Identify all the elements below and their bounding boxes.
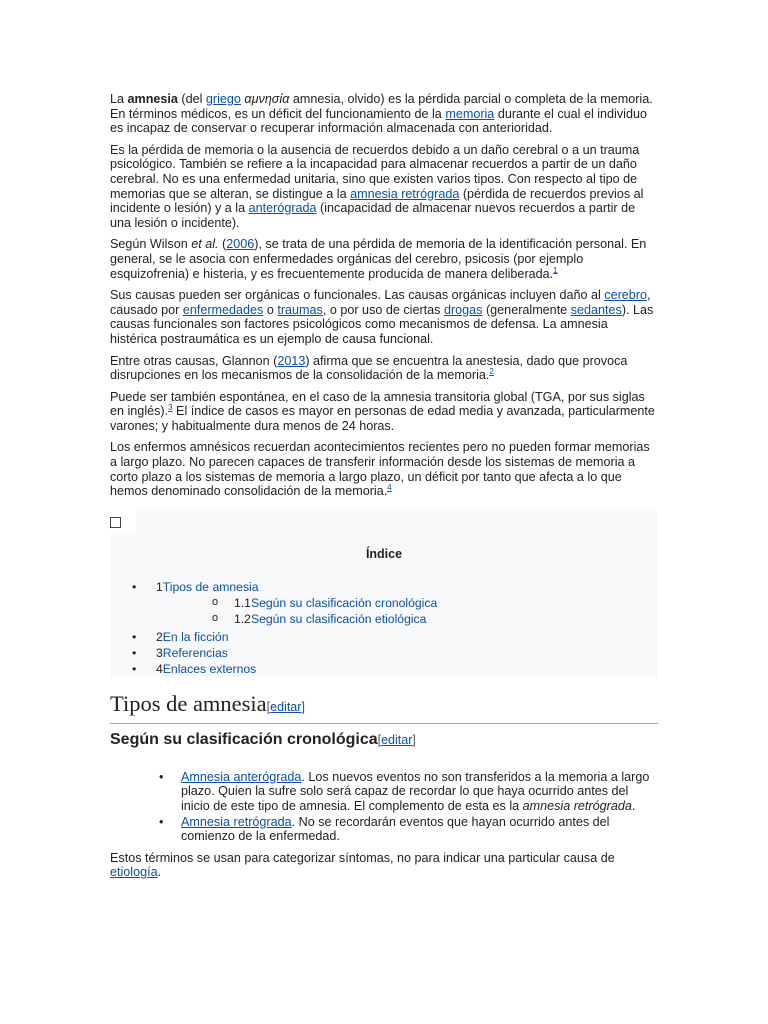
link-sedantes[interactable]: sedantes: [570, 302, 622, 317]
text: (del: [177, 92, 206, 106]
toc-toggle-checkbox[interactable]: [110, 517, 121, 528]
toc-number: 2: [156, 629, 163, 644]
link-amnesia-anterograda[interactable]: Amnesia anterógrada: [181, 769, 302, 784]
intro-paragraph-1: [110, 92, 658, 136]
toc-item[interactable]: [110, 629, 437, 645]
link-cerebro[interactable]: cerebro: [604, 288, 647, 303]
edit-subsection: [378, 733, 416, 747]
toc-number: 1.1: [234, 595, 251, 610]
text: . No se recordarán eventos que hayan ocurrido antes del comienzo de la enfermedad.: [181, 814, 610, 844]
text: , o por uso de ciertas: [322, 302, 444, 317]
text: Sus causas pueden ser orgánicas o funcionales. Las causas orgánicas incluyen daño al: [110, 288, 605, 303]
bracket: ]: [412, 732, 416, 747]
link-anterograda[interactable]: anterógrada: [248, 201, 317, 216]
toc-item[interactable]: [110, 579, 437, 595]
text: Estos términos se usan para categorizar síntomas, no para indicar una particular causa de: [110, 850, 615, 865]
text: , causado por: [110, 288, 651, 317]
text: .: [631, 799, 636, 814]
text: Entre otras causas, Glannon (: [110, 353, 278, 368]
bracket: [: [377, 732, 382, 747]
edit-section: [267, 700, 305, 714]
edit-link[interactable]: editar: [381, 732, 413, 747]
text: Es la pérdida de memoria o la ausencia de recuerdos debido a un daño cerebral o a un trauma psicológico. También se refiere a la incapacidad para almacenar recuerdos a partir de un daño cerebral. No es una enfermedad unitaria, sino que existen varios tipos. Con respecto al tipo de memorias que se alteran, se distingue a la: [110, 142, 640, 201]
edit-link[interactable]: editar: [270, 699, 302, 714]
text: ) afirma que se encuentra la anestesia, dado que provoca disrupciones en los mecanismos de la consolidación de la memoria.: [110, 353, 628, 383]
reference-4[interactable]: 4: [387, 483, 392, 493]
text: El índice de casos es mayor en personas de edad media y avanzada, particularmente varones; y habitualmente dura menos de 24 horas.: [110, 404, 655, 433]
link-2013[interactable]: 2013: [277, 353, 306, 368]
link-memoria[interactable]: memoria: [445, 106, 495, 121]
text: Los enfermos amnésicos recuerdan acontecimientos recientes pero no pueden formar memorias a largo plazo. No parecen capaces de transferir información desde los sistemas de memoria a corto plazo a los sistemas de memoria a largo plazo, un déficit por tanto que afecta a lo que hemos denominado consolidación de la memoria.: [110, 440, 650, 499]
section-heading-tipos: [110, 691, 658, 724]
bracket: ]: [301, 699, 305, 714]
list-item: [181, 815, 658, 844]
toc-link-tipos-de-amnesia[interactable]: Tipos de amnesia: [162, 579, 259, 594]
text: amnesia, olvido) es la pérdida parcial o completa de la memoria. En términos médicos, es un déficit del funcionamiento de la: [110, 92, 653, 121]
text: Según Wilson: [110, 237, 192, 252]
text: .: [157, 865, 162, 880]
list-item: [181, 770, 658, 814]
link-amnesia-retrograda[interactable]: amnesia retrógrada: [350, 186, 460, 201]
toc-item[interactable]: [110, 661, 437, 677]
toc-link-ficcion[interactable]: En la ficción: [162, 629, 229, 644]
text: (generalmente: [482, 302, 571, 317]
reference-1[interactable]: 1: [553, 265, 558, 275]
toc-link-cronologica[interactable]: Según su clasificación cronológica: [250, 595, 438, 610]
text: Puede ser también espontánea, en el caso de la amnesia transitoria global (TGA, por sus siglas en inglés).: [110, 389, 645, 419]
section-title: Tipos de amnesia: [110, 690, 267, 716]
greek-word: αμνησία: [240, 92, 290, 106]
intro-paragraph-3: [110, 237, 658, 281]
toc-number: 4: [156, 661, 163, 676]
intro-paragraph-6: [110, 390, 658, 434]
toc-item[interactable]: [110, 595, 437, 611]
text: La: [110, 92, 128, 106]
bracket: [: [266, 699, 271, 714]
link-amnesia-retrograda-2[interactable]: Amnesia retrógrada: [181, 814, 292, 829]
toc-title: Índice: [365, 546, 403, 561]
reference-3[interactable]: 3: [168, 403, 173, 413]
link-drogas[interactable]: drogas: [443, 302, 483, 317]
article-body: [110, 92, 658, 887]
toc-link-etiologica[interactable]: Según su clasificación etiológica: [250, 611, 427, 626]
amnesia-types-list: [110, 770, 658, 844]
term-amnesia: amnesia: [127, 92, 178, 106]
toc-number: 1: [156, 579, 163, 594]
text: o: [263, 302, 278, 317]
toc-number: 3: [156, 645, 163, 660]
text: (pérdida de recuerdos previos al incidente o lesión) y a la: [110, 186, 644, 216]
link-2006[interactable]: 2006: [226, 237, 255, 252]
intro-paragraph-7: [110, 440, 658, 498]
text: durante el cual el individuo es incapaz de conservar o recuperar información almacenada con anterioridad.: [110, 106, 647, 136]
toc-link-enlaces-externos[interactable]: Enlaces externos: [162, 661, 257, 676]
subsection-heading-cronologica: [110, 730, 658, 750]
toc-number: 1.2: [234, 611, 251, 626]
toc-item[interactable]: [110, 611, 437, 627]
text-italic: et al.: [191, 237, 219, 252]
link-traumas[interactable]: traumas: [277, 302, 323, 317]
link-enfermedades[interactable]: enfermedades: [182, 302, 264, 317]
intro-paragraph-5: [110, 354, 658, 383]
intro-paragraph-4: [110, 288, 658, 346]
closing-paragraph: [110, 851, 658, 880]
toc-link-referencias[interactable]: Referencias: [162, 645, 228, 660]
text: ), se trata de una pérdida de memoria de la identificación personal. En general, se le asocia con enfermedades orgánicas del cerebro, psicosis (por ejemplo esquizofrenia) e histeria, y es frecuentemente producida de manera deliberada.: [110, 237, 647, 281]
link-griego[interactable]: griego: [205, 92, 241, 106]
toc-item[interactable]: [110, 645, 437, 661]
table-of-contents: [110, 511, 658, 677]
text: (incapacidad de almacenar nuevos recuerdos a partir de una lesión o incidente).: [110, 201, 636, 230]
text: . Los nuevos eventos no son transferidos a la memoria a largo plazo. Quien la sufre solo será capaz de recordar lo que haya ocurrido antes del inicio de este tipo de amnesia. El complemento de esta es la: [181, 769, 650, 814]
text: ). Las causas funcionales son factores psicológicos como mecanismos de defensa. La amnesia histérica postraumática es un ejemplo de causa funcional.: [110, 302, 654, 346]
intro-paragraph-2: [110, 143, 658, 231]
subsection-title: Según su clasificación cronológica: [110, 730, 378, 748]
text: (: [218, 237, 227, 252]
reference-2[interactable]: 2: [489, 366, 494, 376]
link-etiologia[interactable]: etiología: [110, 865, 158, 880]
toc-list: [110, 579, 437, 677]
text-italic: amnesia retrógrada: [522, 799, 632, 814]
